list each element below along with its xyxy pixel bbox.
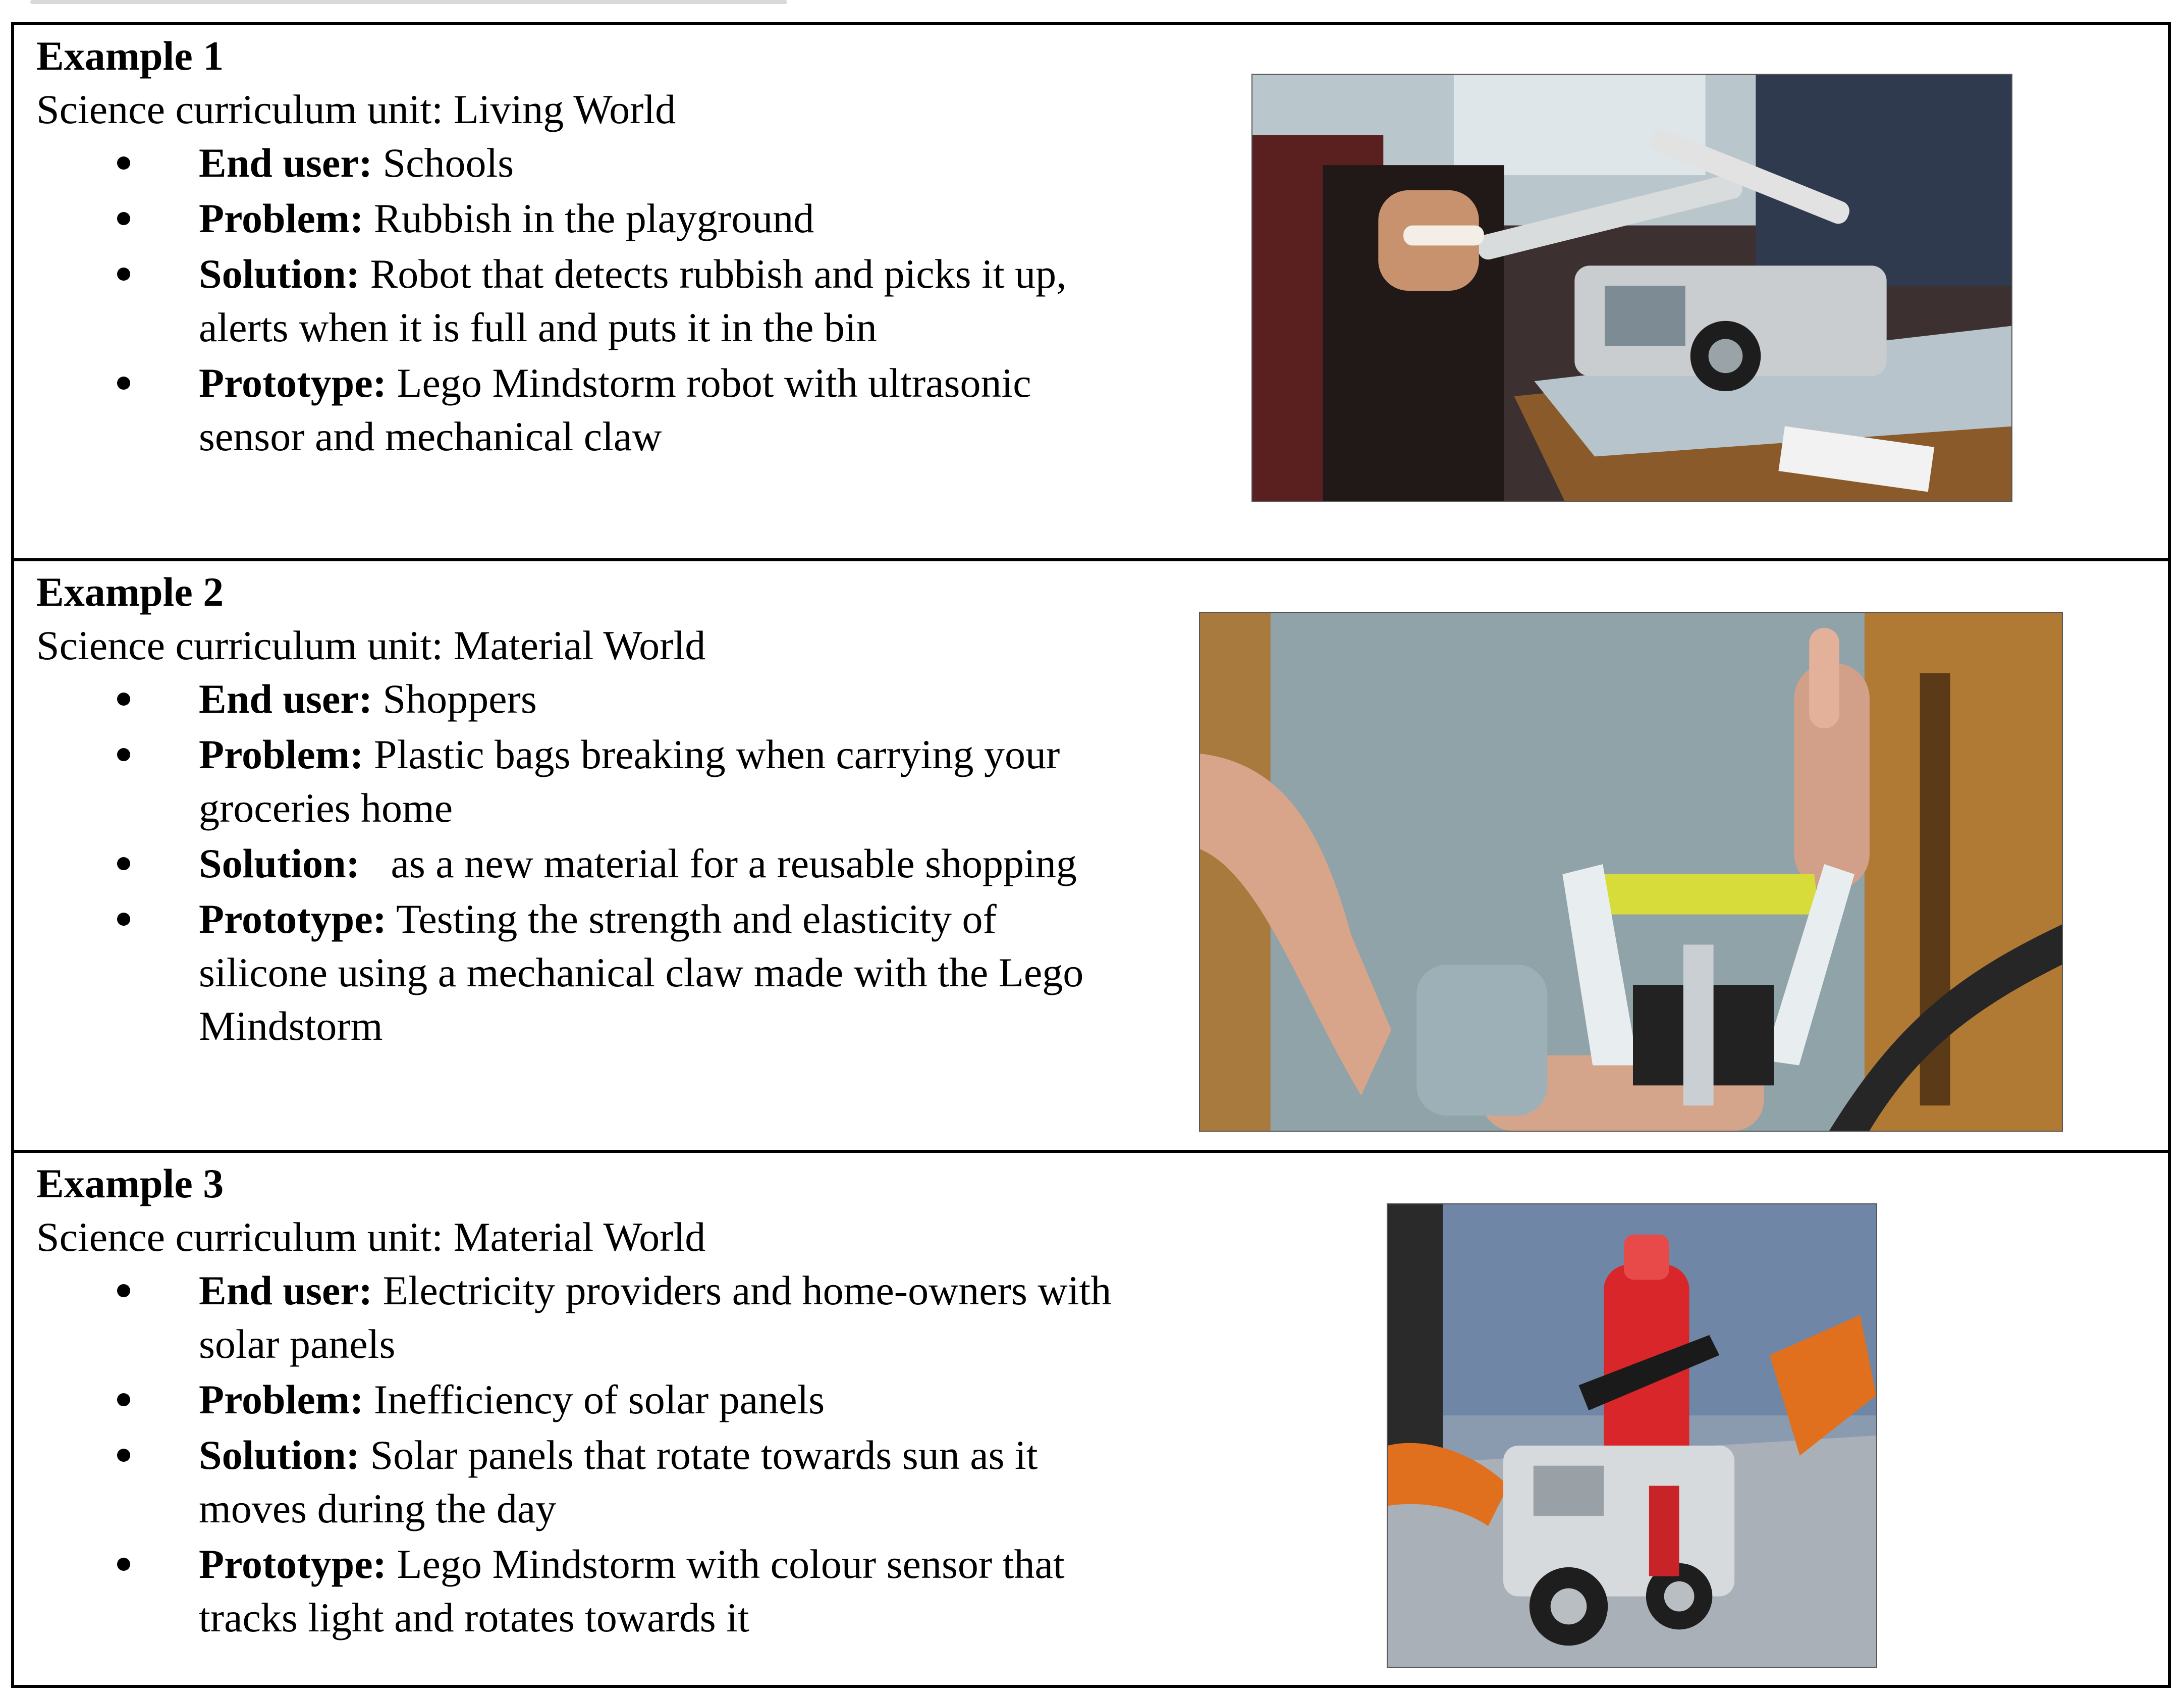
example-row-2 bbox=[14, 558, 2168, 1150]
item-text: Schools bbox=[372, 140, 514, 186]
example-2-heading: Example 2 bbox=[36, 569, 224, 615]
example-1-curriculum-unit: Science curriculum unit: Living World bbox=[36, 86, 676, 132]
item-text: Rubbish in the playground bbox=[363, 195, 814, 241]
item-text: Lego Mindstorm robot with ultrasonic sensor and mechanical claw bbox=[199, 360, 1031, 459]
item-label: Problem: bbox=[199, 195, 364, 241]
item-label: Solution: bbox=[199, 840, 360, 886]
example-2-curriculum-unit: Science curriculum unit: Material World bbox=[36, 622, 706, 668]
list-item bbox=[36, 1538, 1121, 1645]
example-1-text bbox=[36, 29, 1121, 465]
list-item bbox=[36, 247, 1121, 354]
bullet-icon bbox=[117, 156, 130, 170]
example-3-points bbox=[36, 1264, 1121, 1645]
example-3-curriculum-unit: Science curriculum unit: Material World bbox=[36, 1214, 706, 1260]
item-label: End user: bbox=[199, 676, 373, 722]
bullet-icon bbox=[117, 1449, 130, 1462]
list-item bbox=[36, 192, 1121, 245]
cropped-caption-line bbox=[0, 0, 2184, 7]
item-label: Solution: bbox=[199, 1432, 360, 1478]
item-label: Solution: bbox=[199, 251, 360, 297]
bullet-icon bbox=[117, 268, 130, 281]
robot-claw-photo bbox=[1251, 74, 2012, 502]
example-row-1 bbox=[14, 25, 2168, 558]
item-text: Plastic bags breaking when carrying your groceries home bbox=[199, 731, 1060, 831]
bullet-icon bbox=[117, 212, 130, 225]
mechanical-claw-photo bbox=[1199, 612, 2063, 1132]
item-text: Testing the strength and elasticity of silicone using a mechanical claw made with the Lego Mindstorm bbox=[199, 896, 1084, 1049]
bullet-icon bbox=[117, 748, 130, 761]
item-label: Prototype: bbox=[199, 1541, 387, 1587]
bullet-icon bbox=[117, 1558, 130, 1571]
example-row-3 bbox=[14, 1150, 2168, 1685]
item-label: Problem: bbox=[199, 731, 364, 777]
example-3-heading: Example 3 bbox=[36, 1160, 224, 1206]
bullet-icon bbox=[117, 377, 130, 390]
list-item bbox=[36, 728, 1121, 835]
list-item bbox=[36, 356, 1121, 463]
item-label: End user: bbox=[199, 1267, 373, 1313]
item-text: Robot that detects rubbish and picks it up, alerts when it is full and puts it in the bin bbox=[199, 251, 1067, 350]
mechanical-claw-photo-drawing bbox=[1200, 613, 2062, 1131]
item-text: as a new material for a reusable shopping bbox=[360, 840, 1077, 886]
list-item bbox=[36, 1428, 1121, 1535]
robot-claw-photo-drawing bbox=[1252, 75, 2011, 501]
example-1-heading: Example 1 bbox=[36, 33, 224, 79]
example-2-points bbox=[36, 672, 1121, 1053]
item-text: Electricity providers and home-owners with solar panels bbox=[199, 1267, 1112, 1367]
list-item bbox=[36, 892, 1121, 1053]
item-text: Inefficiency of solar panels bbox=[363, 1376, 825, 1422]
solar-tracker-robot-photo-drawing bbox=[1388, 1204, 1876, 1667]
bullet-icon bbox=[117, 1393, 130, 1406]
item-label: Problem: bbox=[199, 1376, 364, 1422]
example-1-points bbox=[36, 136, 1121, 463]
item-label: End user: bbox=[199, 140, 373, 186]
list-item bbox=[36, 672, 1121, 726]
item-text: Solar panels that rotate towards sun as it moves during the day bbox=[199, 1432, 1038, 1531]
item-text: Lego Mindstorm with colour sensor that tracks light and rotates towards it bbox=[199, 1541, 1065, 1640]
bullet-icon bbox=[117, 857, 130, 870]
list-item bbox=[36, 1264, 1121, 1371]
list-item bbox=[36, 136, 1121, 190]
bullet-icon bbox=[117, 693, 130, 706]
example-2-text bbox=[36, 565, 1121, 1055]
bullet-icon bbox=[117, 913, 130, 926]
examples-table bbox=[11, 22, 2171, 1688]
example-3-text bbox=[36, 1157, 1121, 1647]
bullet-icon bbox=[117, 1284, 130, 1297]
list-item bbox=[36, 837, 1121, 890]
list-item bbox=[36, 1373, 1121, 1426]
solar-tracker-robot-photo bbox=[1387, 1203, 1877, 1668]
item-label: Prototype: bbox=[199, 896, 387, 942]
item-text: Shoppers bbox=[372, 676, 537, 722]
item-label: Prototype: bbox=[199, 360, 387, 406]
